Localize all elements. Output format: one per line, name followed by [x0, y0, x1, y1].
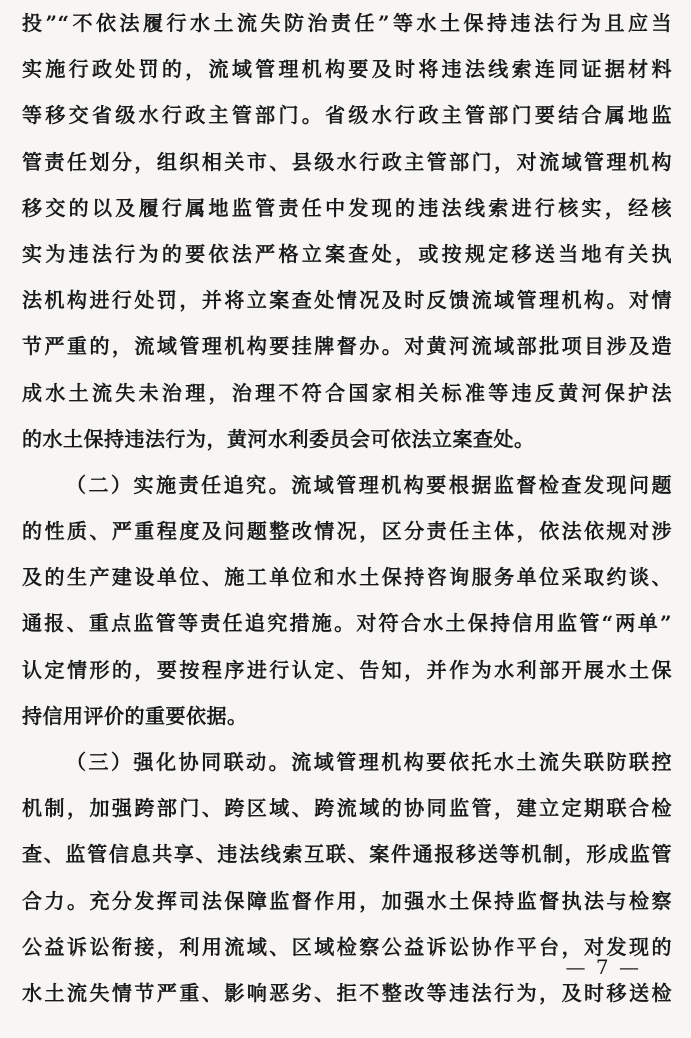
section-heading-line: （二）实施责任追究。流域管理机构要根据监督检查发现问题 — [66, 472, 672, 497]
text-line: 及的生产建设单位、施工单位和水土保持咨询服务单位采取约谈、 — [22, 565, 672, 590]
text-line: 查、监管信息共享、违法线索互联、案件通报移送等机制，形成监管 — [22, 842, 672, 867]
text-line: 持信用评价的重要依据。 — [22, 703, 248, 728]
text-line: 机制，加强跨部门、跨区域、跨流域的协同监管，建立定期联合检 — [22, 796, 672, 821]
text-line: 实为违法行为的要依法严格立案查处，或按规定移送当地有关执 — [22, 241, 672, 266]
text-line: 成水土流失未治理，治理不符合国家相关标准等违反黄河保护法 — [22, 380, 672, 405]
text-line: 法机构进行处罚，并将立案查处情况及时反馈流域管理机构。对情 — [22, 288, 672, 313]
text-line: 认定情形的，要按程序进行认定、告知，并作为水利部开展水土保 — [22, 657, 672, 682]
text-line: 等移交省级水行政主管部门。省级水行政主管部门要结合属地监 — [22, 103, 672, 128]
text-line: 水土流失情节严重、影响恶劣、拒不整改等违法行为，及时移送检 — [22, 980, 672, 1005]
text-line: 公益诉讼衔接，利用流域、区域检察公益诉讼协作平台，对发现的 — [22, 934, 672, 959]
text-line: 的性质、严重程度及问题整改情况，区分责任主体，依法依规对涉 — [22, 519, 672, 544]
text-line: 合力。充分发挥司法保障监督作用，加强水土保持监督执法与检察 — [22, 888, 672, 913]
text-line: 实施行政处罚的，流域管理机构要及时将违法线索连同证据材料 — [22, 57, 672, 82]
text-line: 的水土保持违法行为，黄河水利委员会可依法立案查处。 — [22, 426, 535, 451]
document-body — [22, 0, 672, 1016]
text-line: 管责任划分，组织相关市、县级水行政主管部门，对流域管理机构 — [22, 149, 672, 174]
text-line: 移交的以及履行属地监管责任中发现的违法线索进行核实，经核 — [22, 195, 672, 220]
text-line: 通报、重点监管等责任追究措施。对符合水土保持信用监管“两单” — [22, 611, 672, 636]
text-line: 投”“不依法履行水土流失防治责任”等水土保持违法行为且应当 — [22, 11, 672, 35]
text-line: 节严重的，流域管理机构要挂牌督办。对黄河流域部批项目涉及造 — [22, 334, 672, 359]
page-number: — 7 — — [565, 955, 641, 979]
section-heading-line: （三）强化协同联动。流域管理机构要依托水土流失联防联控 — [66, 750, 672, 774]
